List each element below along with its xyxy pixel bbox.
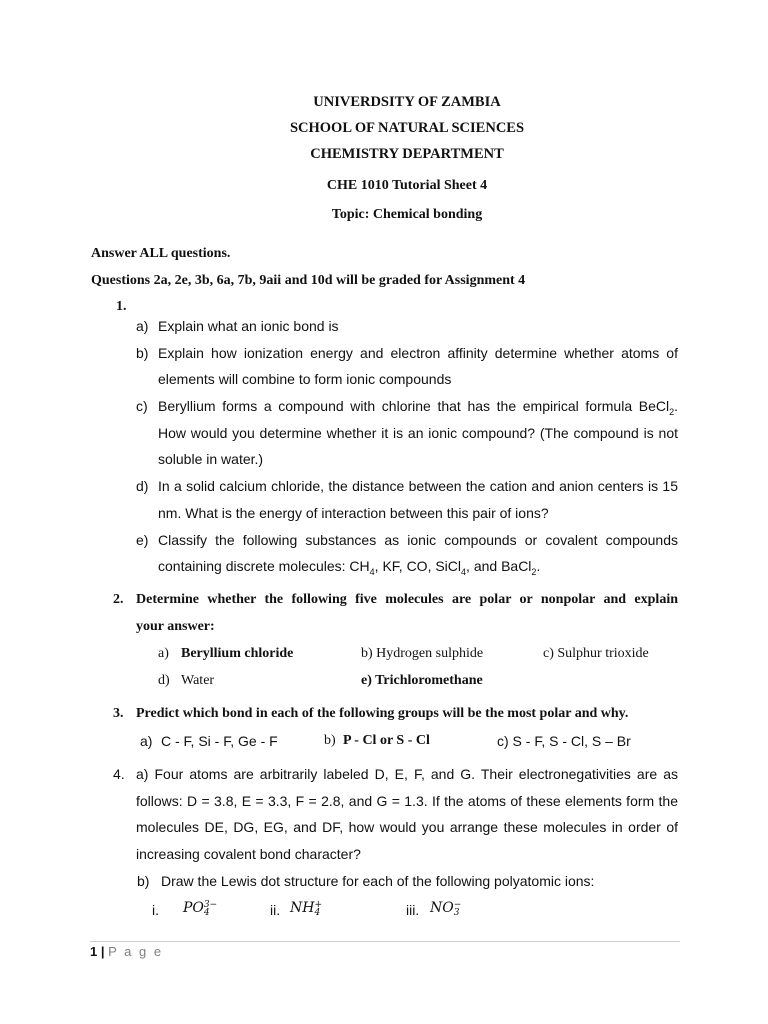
q1e-label: e) bbox=[136, 532, 149, 548]
q1-number: 1. bbox=[116, 299, 127, 314]
q4b-i-label: i. bbox=[152, 902, 159, 918]
school-title: SCHOOL OF NATURAL SCIENCES bbox=[289, 120, 525, 136]
q1d-line2: nm. What is the energy of interaction between this pair of ions? bbox=[158, 505, 549, 521]
q1a-label: a) bbox=[136, 318, 149, 334]
page-separator: | bbox=[100, 944, 105, 959]
q2d-text: Water bbox=[181, 673, 215, 688]
q2-number: 2. bbox=[113, 592, 124, 607]
q1e-line1: Classify the following substances as ionic compounds or covalent compounds bbox=[158, 532, 678, 548]
q4a-line4: increasing covalent bond character? bbox=[136, 846, 361, 862]
page-number: 1 bbox=[90, 944, 98, 959]
q3b-label: b) bbox=[324, 733, 336, 748]
q1c-line1: Beryllium forms a compound with chlorine that has the empirical formula BeCl$_2$. bbox=[158, 398, 678, 417]
q4b-iii-label: iii. bbox=[406, 902, 420, 918]
q3b-text: P - Cl or S - Cl bbox=[343, 733, 430, 748]
q2e-text: e) Trichloromethane bbox=[361, 673, 483, 688]
q3-line1: Predict which bond in each of the following groups will be the most polar and why. bbox=[136, 706, 629, 721]
q3-number: 3. bbox=[113, 706, 124, 721]
q4b-label: b) bbox=[137, 873, 150, 889]
q3a-text: C - F, Si - F, Ge - F bbox=[161, 733, 278, 749]
page-footer bbox=[90, 944, 163, 959]
instruction-answer-all: Answer ALL questions. bbox=[91, 246, 231, 261]
q1b-label: b) bbox=[136, 345, 149, 361]
q1c-line2: How would you determine whether it is an ionic compound? (The compound is not bbox=[158, 425, 678, 441]
q4a-line2: follows: D = 3.8, E = 3.3, F = 2.8, and G = 1.3. If the atoms of these elements form the bbox=[136, 793, 678, 809]
q4-number: 4. bbox=[113, 766, 125, 782]
q2a-text: Beryllium chloride bbox=[181, 646, 294, 661]
q1e-line2: containing discrete molecules: $CH_4$, KF, CO, SiCl$_4$, and BaCl$_2$. bbox=[158, 558, 541, 577]
q3c-text: c) S - F, S - Cl, S – Br bbox=[497, 733, 631, 749]
q4a-line3: molecules DE, DG, EG, and DF, how would you arrange these molecules in order of bbox=[136, 819, 678, 835]
q1b-line2: elements will combine to form ionic compounds bbox=[158, 371, 452, 387]
q1c-line3: soluble in water.) bbox=[158, 451, 264, 467]
instruction-graded: Questions 2a, 2e, 3b, 6a, 7b, 9aii and 10d will be graded for Assignment 4 bbox=[91, 273, 526, 288]
topic-title: Topic: Chemical bonding bbox=[331, 207, 483, 222]
footer-divider bbox=[90, 941, 680, 942]
q4a-line1: a) Four atoms are arbitrarily labeled D, E, F, and G. Their electronegativities are as bbox=[136, 766, 678, 782]
q1b-line1: Explain how ionization energy and electron affinity determine whether atoms of bbox=[158, 345, 678, 361]
university-title: UNIVERDSITY OF ZAMBIA bbox=[313, 94, 501, 110]
q2a-label: a) bbox=[158, 646, 169, 661]
q2-line1: Determine whether the following five molecules are polar or nonpolar and explain bbox=[136, 592, 678, 607]
ion-nitrate: NO − 3 bbox=[430, 900, 462, 918]
page-label: P a g e bbox=[108, 944, 164, 959]
q2b-text: b) Hydrogen sulphide bbox=[361, 646, 484, 661]
department-title: CHEMISTRY DEPARTMENT bbox=[310, 146, 504, 162]
q3a-label: a) bbox=[140, 733, 153, 749]
q4b-text: Draw the Lewis dot structure for each of the following polyatomic ions: bbox=[161, 873, 595, 889]
q1d-label: d) bbox=[136, 478, 149, 494]
q2-line2: your answer: bbox=[136, 619, 215, 634]
q4b-ii-label: ii. bbox=[270, 902, 281, 918]
q1a-text: Explain what an ionic bond is bbox=[158, 318, 339, 334]
ion-ammonium: NH + 4 bbox=[290, 900, 323, 918]
ion-phosphate: PO 3− 4 bbox=[183, 900, 218, 918]
q2d-label: d) bbox=[158, 673, 170, 688]
course-title: CHE 1010 Tutorial Sheet 4 bbox=[326, 178, 488, 193]
q1c-label: c) bbox=[136, 398, 148, 414]
q1d-line1: In a solid calcium chloride, the distance between the cation and anion centers is 15 bbox=[158, 478, 678, 494]
q2c-text: c) Sulphur trioxide bbox=[543, 646, 649, 661]
